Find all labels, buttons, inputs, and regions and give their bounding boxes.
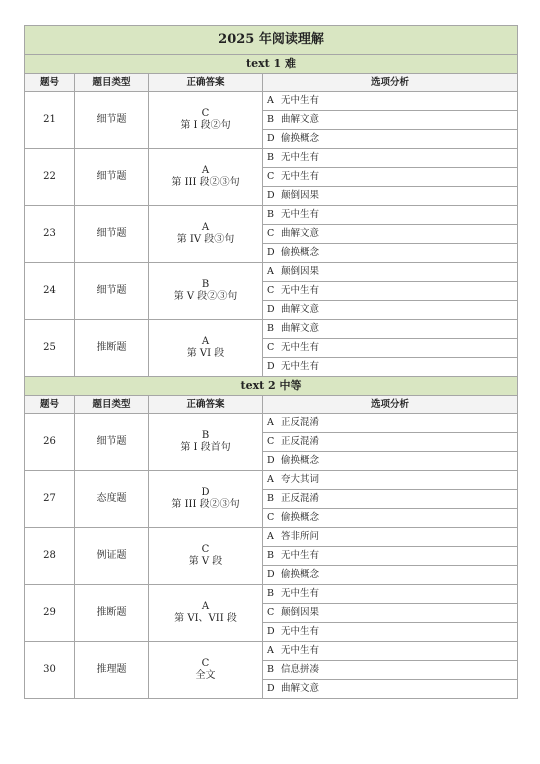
option-text: 答非所问	[281, 531, 320, 543]
option-analysis	[263, 130, 518, 149]
option-text: 偷换概念	[281, 569, 320, 581]
header-num: 题号	[25, 396, 75, 414]
section-row	[25, 377, 518, 396]
page-title: 2025 年阅读理解	[25, 26, 518, 55]
option-analysis	[263, 92, 518, 111]
option-text: 无中生有	[281, 285, 320, 297]
option-text: 曲解文意	[281, 683, 320, 695]
question-type: 细节题	[75, 92, 149, 149]
option-letter: D	[267, 455, 275, 467]
option-letter: D	[267, 569, 275, 581]
option-text: 偷换概念	[281, 512, 320, 524]
question-number: 24	[25, 263, 75, 320]
table-row	[25, 149, 518, 168]
option-analysis	[263, 452, 518, 471]
option-text: 无中生有	[281, 342, 320, 354]
correct-answer	[149, 471, 263, 528]
question-number: 25	[25, 320, 75, 377]
question-number: 29	[25, 585, 75, 642]
option-analysis	[263, 433, 518, 452]
option-analysis	[263, 509, 518, 528]
header-answer: 正确答案	[149, 396, 263, 414]
option-text: 无中生有	[281, 550, 320, 562]
option-analysis	[263, 358, 518, 377]
answer-letter: A	[201, 335, 210, 347]
option-letter: C	[267, 228, 275, 240]
answer-location: 第 I 段②句	[180, 120, 231, 131]
answer-location: 全文	[195, 670, 216, 681]
answer-location: 第 VI 段	[186, 348, 225, 359]
header-answer: 正确答案	[149, 74, 263, 92]
question-type: 态度题	[75, 471, 149, 528]
option-letter: B	[267, 664, 274, 676]
option-analysis	[263, 547, 518, 566]
option-text: 无中生有	[281, 645, 320, 657]
option-letter: A	[267, 266, 274, 278]
answer-location: 第 V 段	[188, 556, 223, 567]
option-analysis	[263, 282, 518, 301]
answer-location: 第 VI、VII 段	[174, 613, 237, 624]
correct-answer	[149, 414, 263, 471]
option-letter: D	[267, 190, 275, 202]
question-type: 细节题	[75, 414, 149, 471]
option-letter: A	[267, 645, 274, 657]
option-analysis	[263, 414, 518, 433]
question-number: 28	[25, 528, 75, 585]
table-row	[25, 471, 518, 490]
correct-answer	[149, 92, 263, 149]
option-text: 无中生有	[281, 95, 320, 107]
table-row	[25, 414, 518, 433]
option-analysis	[263, 111, 518, 130]
header-analysis: 选项分析	[263, 396, 518, 414]
answer-letter: A	[201, 221, 210, 233]
option-letter: D	[267, 304, 275, 316]
option-letter: C	[267, 436, 275, 448]
option-text: 曲解文意	[281, 323, 320, 335]
question-type: 推断题	[75, 585, 149, 642]
answer-letter: C	[201, 657, 210, 669]
table-row	[25, 320, 518, 339]
option-letter: B	[267, 209, 274, 221]
option-analysis	[263, 225, 518, 244]
option-text: 无中生有	[281, 152, 320, 164]
option-letter: A	[267, 531, 274, 543]
option-text: 曲解文意	[281, 114, 320, 126]
option-letter: B	[267, 493, 274, 505]
option-text: 正反混淆	[281, 436, 320, 448]
option-text: 曲解文意	[281, 228, 320, 240]
table-row	[25, 585, 518, 604]
correct-answer	[149, 585, 263, 642]
header-analysis: 选项分析	[263, 74, 518, 92]
option-letter: C	[267, 607, 275, 619]
answer-letter: A	[201, 600, 210, 612]
answer-letter: B	[201, 429, 210, 441]
option-analysis	[263, 661, 518, 680]
question-number: 23	[25, 206, 75, 263]
option-text: 正反混淆	[281, 417, 320, 429]
option-analysis	[263, 339, 518, 358]
question-number: 30	[25, 642, 75, 699]
question-type: 例证题	[75, 528, 149, 585]
correct-answer	[149, 149, 263, 206]
option-analysis	[263, 604, 518, 623]
option-letter: D	[267, 626, 275, 638]
option-letter: A	[267, 474, 274, 486]
answer-location: 第 IV 段③句	[176, 234, 235, 245]
option-analysis	[263, 528, 518, 547]
option-text: 信息拼凑	[281, 664, 320, 676]
option-analysis	[263, 244, 518, 263]
option-analysis	[263, 680, 518, 699]
option-text: 无中生有	[281, 588, 320, 600]
option-analysis	[263, 566, 518, 585]
option-text: 无中生有	[281, 626, 320, 638]
option-analysis	[263, 471, 518, 490]
option-letter: D	[267, 133, 275, 145]
option-text: 无中生有	[281, 209, 320, 221]
option-letter: B	[267, 550, 274, 562]
header-num: 题号	[25, 74, 75, 92]
question-number: 26	[25, 414, 75, 471]
table-row	[25, 642, 518, 661]
option-letter: A	[267, 417, 274, 429]
option-text: 无中生有	[281, 361, 320, 373]
option-letter: C	[267, 342, 275, 354]
option-letter: B	[267, 152, 274, 164]
option-analysis	[263, 301, 518, 320]
option-letter: C	[267, 512, 275, 524]
correct-answer	[149, 263, 263, 320]
option-analysis	[263, 623, 518, 642]
option-analysis	[263, 206, 518, 225]
answer-letter: B	[201, 278, 210, 290]
option-letter: C	[267, 171, 275, 183]
correct-answer	[149, 642, 263, 699]
question-number: 27	[25, 471, 75, 528]
answer-letter: C	[201, 543, 210, 555]
header-row	[25, 74, 518, 92]
answer-letter: A	[201, 164, 210, 176]
option-analysis	[263, 263, 518, 282]
option-text: 偷换概念	[281, 133, 320, 145]
option-text: 颠倒因果	[281, 607, 320, 619]
option-letter: B	[267, 114, 274, 126]
option-letter: B	[267, 323, 274, 335]
option-analysis	[263, 490, 518, 509]
question-type: 细节题	[75, 206, 149, 263]
option-letter: D	[267, 247, 275, 259]
question-number: 21	[25, 92, 75, 149]
header-type: 题目类型	[75, 396, 149, 414]
option-text: 正反混淆	[281, 493, 320, 505]
option-letter: D	[267, 361, 275, 373]
header-row	[25, 396, 518, 414]
answer-location: 第 I 段首句	[180, 442, 231, 453]
table-row	[25, 528, 518, 547]
question-type: 细节题	[75, 263, 149, 320]
option-letter: B	[267, 588, 274, 600]
section-label: text 2 中等	[25, 377, 518, 396]
answer-letter: C	[201, 107, 210, 119]
option-text: 无中生有	[281, 171, 320, 183]
option-text: 曲解文意	[281, 304, 320, 316]
answer-location: 第 III 段②③句	[171, 499, 240, 510]
option-analysis	[263, 585, 518, 604]
option-letter: D	[267, 683, 275, 695]
title-row	[25, 26, 518, 55]
option-analysis	[263, 187, 518, 206]
correct-answer	[149, 528, 263, 585]
option-analysis	[263, 320, 518, 339]
option-letter: C	[267, 285, 275, 297]
answer-location: 第 III 段②③句	[171, 177, 240, 188]
question-type: 细节题	[75, 149, 149, 206]
answer-location: 第 V 段②③句	[173, 291, 238, 302]
option-analysis	[263, 149, 518, 168]
table-row	[25, 206, 518, 225]
question-number: 22	[25, 149, 75, 206]
question-type: 推断题	[75, 320, 149, 377]
option-analysis	[263, 168, 518, 187]
section-label: text 1 难	[25, 55, 518, 74]
table-row	[25, 92, 518, 111]
option-letter: A	[267, 95, 274, 107]
reading-comprehension-table	[24, 25, 518, 699]
answer-letter: D	[201, 486, 210, 498]
section-row	[25, 55, 518, 74]
option-text: 颠倒因果	[281, 190, 320, 202]
header-type: 题目类型	[75, 74, 149, 92]
correct-answer	[149, 206, 263, 263]
option-text: 偷换概念	[281, 247, 320, 259]
option-text: 颠倒因果	[281, 266, 320, 278]
table-row	[25, 263, 518, 282]
correct-answer	[149, 320, 263, 377]
option-analysis	[263, 642, 518, 661]
question-type: 推理题	[75, 642, 149, 699]
option-text: 夸大其词	[281, 474, 320, 486]
option-text: 偷换概念	[281, 455, 320, 467]
